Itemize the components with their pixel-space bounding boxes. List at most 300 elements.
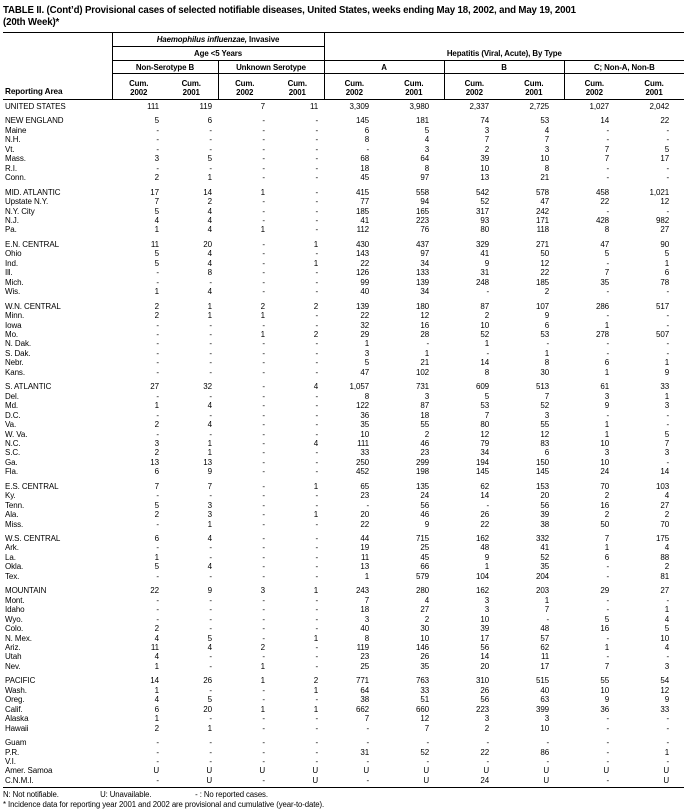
value-cell: 1 [260, 661, 265, 671]
value-cell: 2 [207, 197, 212, 207]
value-cell: 1 [484, 339, 490, 349]
reporting-area-cell: NEW ENGLAND [5, 116, 64, 126]
value-cell: 118 [536, 225, 550, 235]
subgroup-header-hepatitis-c: C; Non-A, Non-B [564, 61, 684, 74]
value-cell: 332 [535, 534, 550, 544]
value-cell: 5 [604, 249, 610, 259]
value-cell: 10 [480, 614, 490, 624]
value-cell: - [112, 776, 165, 788]
value-cell: 6 [207, 116, 212, 126]
value-cell: U [384, 776, 444, 788]
value-cell: - [426, 757, 430, 766]
value-cell: 34 [480, 448, 490, 458]
value-cell: 1 [154, 287, 159, 297]
value-cell: 57 [540, 633, 550, 643]
value-cell: 415 [355, 187, 370, 197]
value-cell: 1 [207, 438, 212, 448]
value-cell: - [315, 571, 319, 581]
value-cell: 4 [207, 287, 212, 297]
value-cell: 50 [540, 249, 550, 259]
value-cell: 16 [420, 320, 430, 330]
reporting-area-cell: Mass. [5, 154, 26, 164]
value-cell: 8 [207, 268, 212, 278]
value-cell: 112 [356, 225, 370, 235]
reporting-area-cell: S. ATLANTIC [5, 382, 52, 392]
value-cell: - [315, 206, 319, 216]
value-cell: 2,337 [469, 102, 490, 111]
value-cell: - [426, 738, 430, 748]
value-cell: - [262, 757, 265, 766]
value-cell: 7 [424, 723, 430, 733]
value-cell: 10 [480, 320, 490, 330]
value-cell: - [315, 225, 319, 235]
value-cell: 299 [415, 457, 430, 467]
value-cell: - [156, 614, 159, 624]
value-cell: 7 [154, 197, 159, 207]
value-cell: 26 [480, 685, 490, 695]
value-cell: 9 [484, 258, 490, 268]
value-cell: 80 [480, 420, 490, 430]
reporting-area-cell: Ohio [5, 249, 22, 259]
value-cell: 39 [480, 154, 490, 164]
value-cell: 45 [420, 552, 430, 562]
cum-year-header [504, 74, 564, 100]
value-cell: 5 [154, 562, 159, 572]
value-cell: 10 [360, 429, 370, 439]
table-row [3, 553, 684, 562]
value-cell: 12 [660, 197, 670, 207]
value-cell: - [366, 144, 370, 154]
value-cell: 452 [355, 467, 370, 477]
cum-label: Cum. [287, 79, 307, 88]
table-row [3, 145, 684, 154]
value-cell: - [262, 320, 265, 330]
table-row [3, 605, 684, 614]
value-cell: 1 [664, 747, 670, 757]
reporting-area-cell: Colo. [5, 624, 24, 634]
value-cell: 4 [207, 401, 212, 411]
table-row [3, 581, 684, 595]
value-cell: 12 [540, 429, 550, 439]
value-cell: - [486, 738, 490, 748]
value-cell: 28 [420, 329, 430, 339]
table-row [3, 458, 684, 467]
cum-year-header [165, 74, 218, 100]
value-cell: 21 [540, 173, 550, 183]
value-cell: - [606, 714, 610, 724]
value-cell: - [209, 757, 212, 766]
value-cell: 4 [207, 249, 212, 259]
value-cell: 1 [260, 329, 265, 339]
reporting-area-cell: Guam [5, 738, 27, 748]
value-cell: - [262, 215, 265, 225]
reporting-area-cell: MID. ATLANTIC [5, 187, 61, 197]
value-cell: - [262, 401, 265, 411]
value-cell: 119 [199, 102, 212, 111]
value-cell: - [262, 410, 265, 420]
value-cell: - [606, 562, 610, 572]
value-cell: - [315, 652, 319, 662]
value-cell: 70 [600, 481, 610, 491]
value-cell: 66 [420, 562, 430, 572]
value-cell: 14 [150, 676, 159, 686]
value-cell: 22 [150, 586, 159, 596]
reporting-area-cell: Wash. [5, 685, 27, 695]
reporting-area-cell: Nebr. [5, 358, 24, 368]
value-cell: 223 [475, 704, 490, 714]
value-cell: 34 [420, 287, 430, 297]
value-cell: 70 [660, 519, 670, 529]
value-cell: - [315, 287, 319, 297]
value-cell: - [262, 633, 265, 643]
table-row [3, 259, 684, 268]
value-cell: - [315, 661, 319, 671]
reporting-area-cell: MOUNTAIN [5, 586, 47, 596]
value-cell: 4 [207, 534, 212, 544]
footnote-legend-n: N: Not notifiable. [3, 790, 59, 800]
value-cell: 3 [664, 448, 670, 458]
value-cell: - [156, 391, 159, 401]
cum-label: Cum. [404, 79, 424, 88]
value-cell: 12 [540, 258, 550, 268]
reporting-area-cell: Del. [5, 391, 19, 401]
value-cell: - [262, 685, 265, 695]
value-cell: - [315, 367, 319, 377]
value-cell: 3 [484, 125, 490, 135]
value-cell: - [262, 287, 265, 297]
value-cell: - [666, 714, 670, 724]
value-cell: - [262, 206, 265, 216]
value-cell: - [606, 595, 610, 605]
value-cell: - [315, 173, 319, 183]
value-cell: - [486, 348, 490, 358]
value-cell: 56 [480, 643, 490, 653]
value-cell: - [315, 320, 319, 330]
value-cell: - [262, 747, 265, 757]
value-cell: 139 [415, 277, 430, 287]
value-cell: - [209, 410, 212, 420]
value-cell: - [315, 125, 319, 135]
value-cell: 13 [150, 457, 159, 467]
table-row [3, 278, 684, 287]
subgroup-header-unknown-serotype: Unknown Serotype [218, 61, 324, 74]
value-cell: 3 [664, 661, 670, 671]
table-row [3, 249, 684, 258]
value-cell: 1 [664, 605, 670, 615]
value-cell: 428 [595, 215, 610, 225]
cum-label: Cum. [129, 79, 149, 88]
value-cell: 1 [364, 339, 370, 349]
value-cell: 1 [604, 367, 610, 377]
value-cell: - [315, 738, 319, 748]
value-cell: - [262, 429, 265, 439]
value-cell: 29 [360, 329, 370, 339]
value-cell: 9 [484, 552, 490, 562]
value-cell: 10 [420, 633, 430, 643]
value-cell: 4 [207, 420, 212, 430]
value-cell: - [315, 429, 319, 439]
value-cell: 119 [356, 643, 370, 653]
value-cell: U [603, 766, 610, 776]
value-cell: 145 [535, 467, 550, 477]
value-cell: - [315, 339, 319, 349]
reporting-area-cell: Nev. [5, 661, 21, 671]
value-cell: - [666, 287, 670, 297]
value-cell: 2 [313, 329, 319, 339]
value-cell: - [666, 163, 670, 173]
value-cell: 6 [154, 534, 159, 544]
value-cell: 242 [535, 206, 550, 216]
value-cell: 2 [260, 643, 265, 653]
value-cell: 27 [420, 605, 430, 615]
value-cell: 7 [154, 481, 159, 491]
value-cell: - [666, 410, 670, 420]
value-cell: - [315, 519, 319, 529]
value-cell: 17 [480, 633, 490, 643]
value-cell: - [156, 571, 159, 581]
value-cell: - [426, 339, 430, 349]
value-cell: - [156, 738, 159, 748]
value-cell: 9 [207, 586, 212, 596]
table-row [3, 135, 684, 144]
value-cell: - [315, 605, 319, 615]
value-cell: 5 [484, 391, 490, 401]
value-cell: 48 [540, 624, 550, 634]
value-cell: 6 [604, 552, 610, 562]
value-cell: - [564, 776, 624, 788]
value-cell: U [206, 766, 212, 776]
value-cell: 4 [207, 643, 212, 653]
table-row [3, 510, 684, 519]
value-cell: 99 [360, 277, 370, 287]
value-cell: 2 [154, 311, 159, 321]
value-cell: 10 [600, 438, 610, 448]
value-cell: - [262, 500, 265, 510]
value-cell: - [666, 339, 670, 349]
value-cell: 63 [540, 695, 550, 705]
table-row [3, 268, 684, 277]
value-cell: 8 [364, 135, 370, 145]
value-cell: - [315, 277, 319, 287]
value-cell: - [209, 624, 212, 634]
year-label: 2002 [465, 88, 483, 97]
value-cell: 52 [540, 401, 550, 411]
value-cell: 5 [364, 358, 370, 368]
reporting-area-cell: Tex. [5, 571, 20, 581]
value-cell: 52 [480, 329, 490, 339]
value-cell: 20 [203, 704, 212, 714]
value-cell: 2 [424, 614, 430, 624]
value-cell: - [262, 154, 265, 164]
value-cell: - [218, 776, 271, 788]
value-cell: 122 [355, 401, 370, 411]
value-cell: - [209, 685, 212, 695]
value-cell: 1 [313, 704, 319, 714]
table-row [3, 216, 684, 225]
value-cell: 9 [664, 695, 670, 705]
value-cell: 22 [600, 197, 610, 207]
value-cell: 62 [540, 643, 550, 653]
value-cell: - [606, 738, 610, 748]
value-cell: U [312, 766, 319, 776]
reporting-area-cell: E.N. CENTRAL [5, 239, 59, 249]
value-cell: - [156, 268, 159, 278]
value-cell: 64 [360, 685, 370, 695]
value-cell: - [324, 776, 384, 788]
value-cell: 143 [355, 249, 370, 259]
reporting-area-cell: S. Dak. [5, 348, 31, 358]
table-row [3, 686, 684, 695]
value-cell: - [606, 723, 610, 733]
value-cell: 153 [535, 481, 550, 491]
value-cell: 1 [313, 586, 319, 596]
value-cell: 4 [664, 614, 670, 624]
value-cell: 2 [313, 676, 319, 686]
value-cell: - [262, 457, 265, 467]
value-cell: 150 [535, 457, 550, 467]
value-cell: 14 [480, 652, 490, 662]
value-cell: 26 [480, 510, 490, 520]
value-cell: 578 [535, 187, 550, 197]
value-cell: - [315, 358, 319, 368]
value-cell: 146 [415, 643, 430, 653]
year-label: 2002 [345, 88, 363, 97]
value-cell: 198 [415, 467, 430, 477]
value-cell: 32 [203, 382, 212, 392]
value-cell: U [165, 776, 218, 788]
cum-year-header [444, 74, 504, 100]
value-cell: - [315, 614, 319, 624]
value-cell: - [315, 491, 319, 501]
value-cell: - [262, 738, 265, 748]
value-cell: - [209, 367, 212, 377]
value-cell: 56 [540, 500, 550, 510]
reporting-area-cell: N. Dak. [5, 339, 31, 349]
value-cell: - [156, 543, 159, 553]
value-cell: 56 [480, 695, 490, 705]
value-cell: 982 [656, 215, 670, 225]
value-cell: 52 [480, 197, 490, 207]
value-cell: 9 [664, 367, 670, 377]
table-row [3, 714, 684, 723]
year-label: 2001 [645, 88, 663, 97]
cum-label: Cum. [181, 79, 201, 88]
footnote-legend-u: U: Unavailable. [100, 790, 152, 800]
value-cell: - [209, 605, 212, 615]
value-cell: - [315, 543, 319, 553]
value-cell: - [546, 738, 550, 748]
value-cell: - [606, 287, 610, 297]
value-cell: 1 [604, 543, 610, 553]
value-cell: - [546, 614, 550, 624]
value-cell: 47 [540, 197, 550, 207]
value-cell: 40 [360, 287, 370, 297]
value-cell: 24 [420, 491, 430, 501]
value-cell: 1 [604, 643, 610, 653]
value-cell: - [209, 391, 212, 401]
reporting-area-cell: Pa. [5, 225, 17, 235]
value-cell: 715 [415, 534, 430, 544]
value-cell: - [666, 420, 670, 430]
value-cell: 1 [364, 571, 370, 581]
table-row [3, 100, 684, 112]
value-cell: 74 [480, 116, 490, 126]
value-cell: - [666, 738, 670, 748]
value-cell: U [423, 766, 430, 776]
value-cell: 2 [154, 173, 159, 183]
value-cell: - [262, 624, 265, 634]
reporting-area-cell: Va. [5, 420, 17, 430]
value-cell: 51 [420, 695, 430, 705]
reporting-area-cell: Kans. [5, 367, 25, 377]
value-cell: 11 [309, 102, 319, 111]
cum-label: Cum. [644, 79, 664, 88]
reporting-area-cell: Iowa [5, 320, 22, 330]
value-cell: - [262, 144, 265, 154]
reporting-area-cell: Minn. [5, 311, 25, 321]
value-cell: 243 [355, 586, 370, 596]
value-cell: 55 [600, 676, 610, 686]
value-cell: 5 [154, 249, 159, 259]
value-cell: 20 [360, 510, 370, 520]
subgroup-header-hepatitis-b: B [444, 61, 564, 74]
value-cell: - [262, 258, 265, 268]
table-row [3, 225, 684, 234]
value-cell: 181 [415, 116, 430, 126]
value-cell: 40 [360, 624, 370, 634]
value-cell: 329 [475, 239, 490, 249]
value-cell: 107 [535, 301, 550, 311]
value-cell: 2 [604, 510, 610, 520]
value-cell: 317 [475, 206, 490, 216]
reporting-area-cell: N.Y. City [5, 206, 35, 216]
value-cell: - [666, 723, 670, 733]
value-cell: 286 [595, 301, 610, 311]
value-cell: 27 [660, 586, 670, 596]
value-cell: 48 [480, 543, 490, 553]
value-cell: - [262, 714, 265, 724]
value-cell: 27 [660, 225, 670, 235]
value-cell: 2 [154, 448, 159, 458]
table-row [3, 477, 684, 491]
value-cell: - [315, 695, 319, 705]
value-cell: - [262, 614, 265, 624]
value-cell: 660 [415, 704, 430, 714]
table-title-line2: (20th Week)* [3, 16, 60, 28]
value-cell: - [666, 135, 670, 145]
value-cell: 1 [207, 173, 212, 183]
value-cell: 25 [420, 543, 430, 553]
value-cell: 223 [415, 215, 430, 225]
value-cell: - [546, 339, 550, 349]
table-row [3, 448, 684, 457]
value-cell: - [262, 491, 265, 501]
table-row [3, 197, 684, 206]
reporting-area-cell: N.J. [5, 215, 19, 225]
reporting-area-header [3, 33, 112, 100]
value-cell: 280 [415, 586, 430, 596]
value-cell: 62 [480, 481, 490, 491]
value-cell: 22 [480, 519, 490, 529]
value-cell: - [366, 738, 370, 748]
value-cell: - [156, 125, 159, 135]
value-cell: 24 [444, 776, 504, 788]
value-cell: - [209, 339, 212, 349]
value-cell: 10 [600, 457, 610, 467]
table-row [3, 748, 684, 757]
value-cell: 1 [313, 258, 319, 268]
value-cell: - [606, 757, 610, 766]
